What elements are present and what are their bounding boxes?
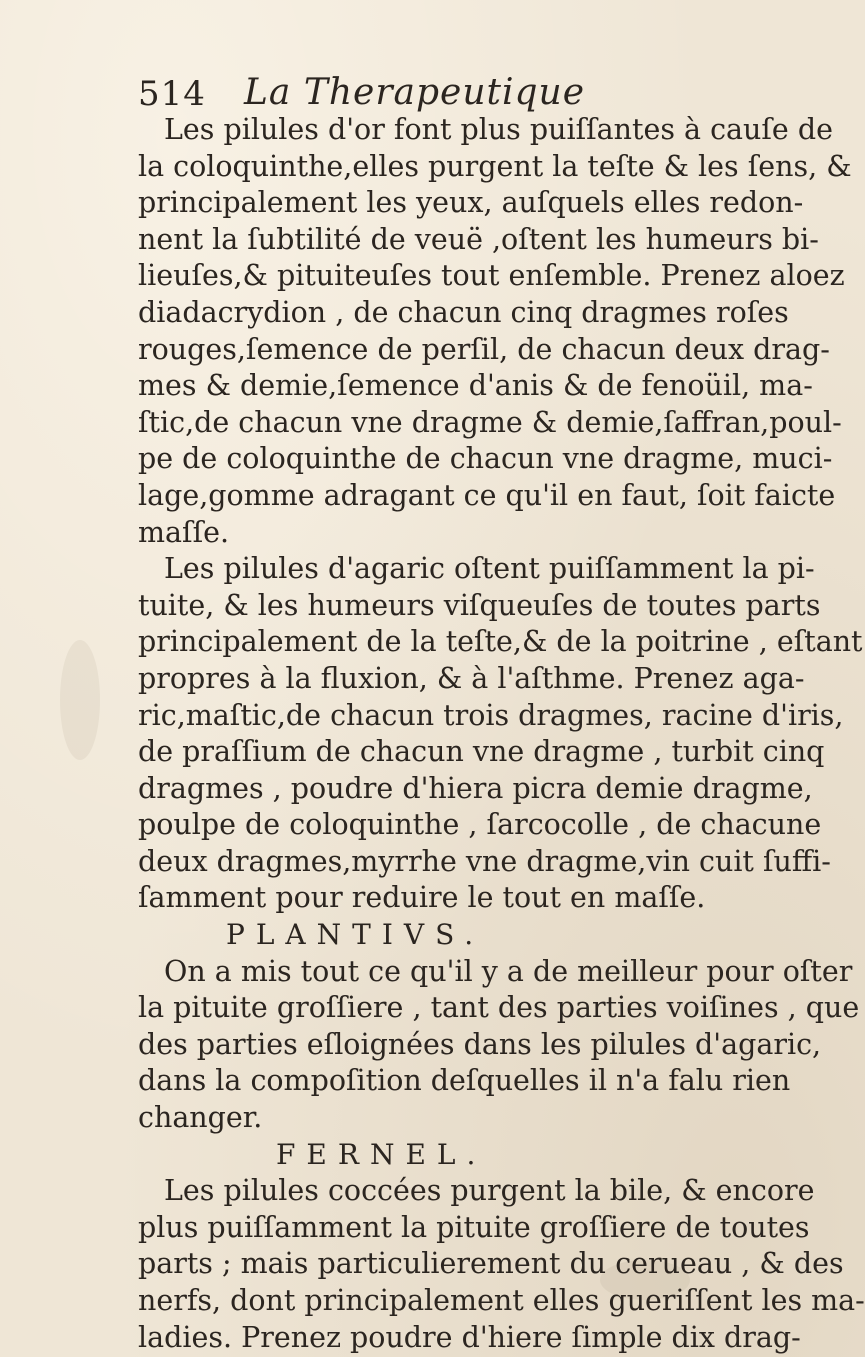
text-line: On a mis tout ce qu'il y a de meilleur pour oſter: [164, 954, 853, 988]
text-line: dans la compoſition deſquelles il n'a falu rien: [138, 1064, 791, 1098]
text-line: la pituite groſſiere , tant des parties voiſines , que: [138, 991, 860, 1025]
text-line: changer.: [138, 1101, 263, 1135]
text-line: lage,gomme adragant ce qu'il en faut, ſoit faicte: [138, 478, 836, 512]
text-line: la coloquinthe,elles purgent la teſte & les ſens, &: [138, 149, 852, 183]
text-line: poulpe de coloquinthe , ſarcocolle , de chacune: [138, 808, 822, 842]
section-heading-plantius: PLANTIVS.: [226, 918, 485, 952]
paper-stain: [60, 640, 100, 760]
paragraph-pilules-dor: [138, 112, 852, 551]
paragraph-pilules-agaric: [138, 551, 863, 917]
text-line: ſamment pour reduire le tout en maſſe.: [138, 881, 706, 915]
paragraph-plantius: [138, 954, 860, 1137]
text-line: lieuſes,& pituiteuſes tout enſemble. Prenez aloez: [138, 259, 845, 293]
text-line: diadacrydion , de chacun cinq dragmes roſes: [138, 295, 789, 329]
text-line: rouges,ſemence de perſil, de chacun deux drag-: [138, 332, 830, 366]
text-line: Les pilules coccées purgent la bile, & encore: [164, 1174, 815, 1208]
section-heading-fernel: FERNEL.: [276, 1137, 487, 1171]
text-line: deux dragmes,myrrhe vne dragme,vin cuit ſuffi-: [138, 844, 831, 878]
text-line: ſtic,de chacun vne dragme & demie,ſaffran,poul-: [138, 405, 842, 439]
text-line: Les pilules d'or font plus puiſſantes à cauſe de: [164, 113, 833, 146]
text-line: principalement de la teſte,& de la poitrine , eſtant: [138, 625, 863, 659]
running-title: La Therapeutique: [244, 72, 586, 113]
text-line: parts ; mais particulierement du cerueau , & des: [138, 1247, 844, 1281]
text-line: ladies. Prenez poudre d'hiere ſimple dix drag-: [138, 1320, 801, 1354]
text-line: propres à la fluxion, & à l'aſthme. Prenez aga-: [138, 661, 805, 695]
text-line: plus puiſſamment la pituite groſſiere de toutes: [138, 1210, 810, 1244]
text-line: tuite, & les humeurs viſqueuſes de toutes parts: [138, 588, 821, 622]
paragraph-fernel: [138, 1173, 865, 1356]
text-line: Les pilules d'agaric oſtent puiſſamment la pi-: [164, 552, 815, 586]
text-line: de praſſium de chacun vne dragme , turbit cinq: [138, 735, 825, 769]
text-line: nent la ſubtilité de veuë ,oſtent les humeurs bi-: [138, 222, 819, 256]
text-line: pe de coloquinthe de chacun vne dragme, muci-: [138, 442, 833, 476]
body-text: [138, 112, 865, 1356]
text-line: dragmes , poudre d'hiera picra demie dragme,: [138, 771, 813, 805]
text-line: nerfs, dont principalement elles gueriſſent les ma-: [138, 1284, 865, 1317]
page-number: 514: [138, 74, 206, 114]
text-line: principalement les yeux, auſquels elles redon-: [138, 186, 804, 220]
text-line: des parties eſloignées dans les pilules d'agaric,: [138, 1027, 822, 1061]
text-line: mes & demie,ſemence d'anis & de fenoüil, ma-: [138, 369, 813, 403]
text-line: maſſe.: [138, 515, 230, 549]
text-line: ric,maſtic,de chacun trois dragmes, racine d'iris,: [138, 698, 844, 732]
